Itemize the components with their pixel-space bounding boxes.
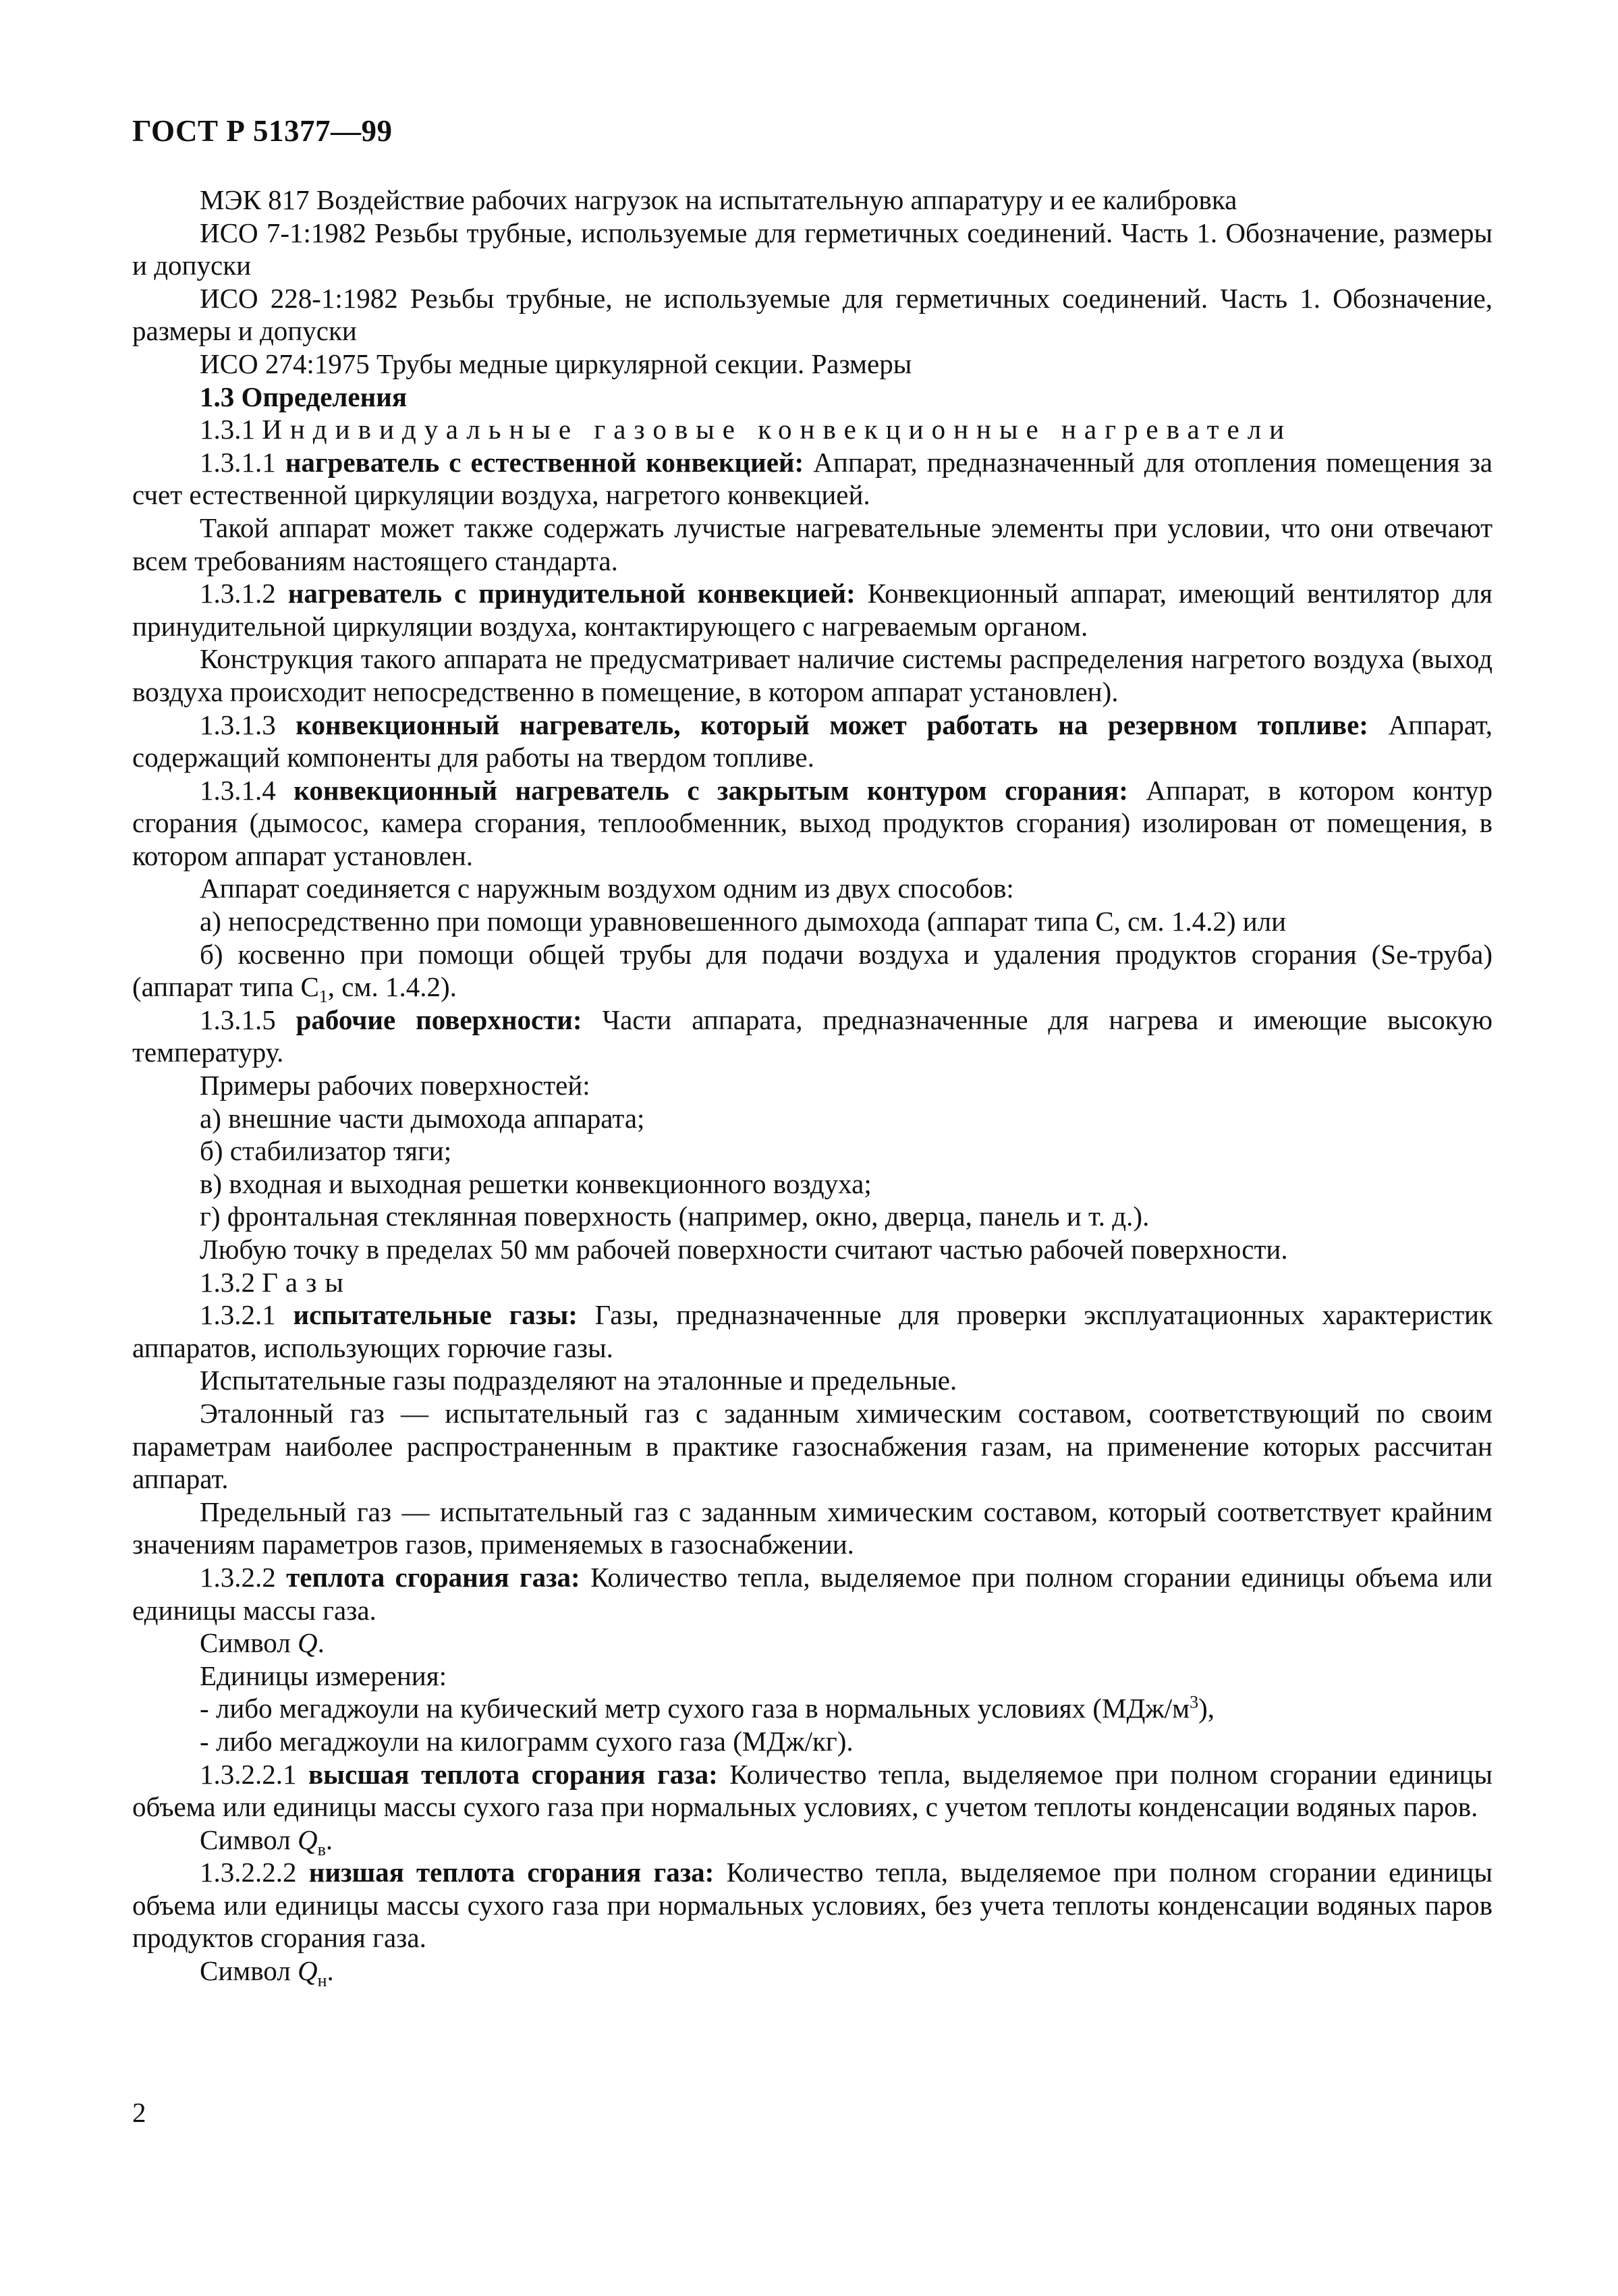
document-header: ГОСТ Р 51377—99 (132, 114, 393, 148)
definition-note: Конструкция такого аппарата не предусматривает наличие системы распределения нагретого воздуха (выход воздуха происходит непосредственно в помещение, в котором аппарат установлен). (132, 643, 1493, 707)
symbol-line: Символ $Q_в$. (200, 1824, 333, 1859)
paragraph: Предельный газ — испытательный газ с заданным химическим составом, который соответствует крайним значениям параметров газов, применяемых в газоснабжении. (132, 1496, 1493, 1560)
list-item: а) внешние части дымохода аппарата; (200, 1102, 645, 1134)
list-item: а) непосредственно при помощи уравновешенного дымохода (аппарат типа С, см. 1.4.2) или (200, 906, 1287, 937)
reference-item: ИСО 274:1975 Трубы медные циркулярной секции. Размеры (200, 348, 912, 379)
definition-note: Любую точку в пределах 50 мм рабочей поверхности считают частью рабочей поверхности. (200, 1234, 1288, 1265)
definition: 1.3.1.1 нагреватель с естественной конвекцией: Аппарат, предназначенный для отопления помещения за счет естественной циркуляции воздуха, нагретого конвекцией. (132, 446, 1493, 511)
definition: 1.3.2.2.1 высшая теплота сгорания газа: Количество тепла, выделяемое при полном сгорании единицы объема или единицы массы сухого газа при нормальных условиях, с учетом теплоты конденсации водяных паров. (132, 1758, 1493, 1823)
definition: 1.3.1.5 рабочие поверхности: Части аппарата, предназначенные для нагрева и имеющие высокую температуру. (132, 1004, 1493, 1068)
section-heading: 1.3 Определения (200, 381, 408, 412)
units-title: Единицы измерения: (200, 1660, 447, 1691)
definition: 1.3.2.2.2 низшая теплота сгорания газа: Количество тепла, выделяемое при полном сгорании единицы объема или единицы массы сухого газа при нормальных условиях, без учета теплоты конденсации водяных паров продуктов сгорания газа. (132, 1857, 1493, 1954)
symbol-line: Символ Q. (200, 1627, 325, 1659)
paragraph: Эталонный газ — испытательный газ с заданным химическим составом, соответствующий по своим параметрам наиболее распространенным в практике газоснабжения газам, на применение которых рассчитан аппарат. (132, 1397, 1493, 1495)
reference-item: ИСО 7-1:1982 Резьбы трубные, используемые для герметичных соединений. Часть 1. Обозначение, размеры и допуски (132, 217, 1493, 281)
examples-title: Примеры рабочих поверхностей: (200, 1070, 590, 1101)
list-item: б) стабилизатор тяги; (200, 1135, 452, 1167)
reference-item: МЭК 817 Воздействие рабочих нагрузок на испытательную аппаратуру и ее калибровка (200, 184, 1237, 215)
definition-note: Такой аппарат может также содержать лучистые нагревательные элементы при условии, что они отвечают всем требованиям настоящего стандарта. (132, 512, 1493, 576)
document-body (132, 184, 1493, 1991)
definition: 1.3.2.2 теплота сгорания газа: Количество тепла, выделяемое при полном сгорании единицы объема или единицы массы газа. (132, 1561, 1493, 1626)
list-item: г) фронтальная стеклянная поверхность (например, окно, дверца, панель и т. д.). (200, 1201, 1150, 1232)
definition: 1.3.2.1 испытательные газы: Газы, предназначенные для проверки эксплуатационных характеристик аппаратов, использующих горючие газы. (132, 1299, 1493, 1363)
symbol-line: Символ $Q_н$. (200, 1955, 334, 1991)
paragraph: Испытательные газы подразделяют на эталонные и предельные. (200, 1365, 957, 1396)
definition: 1.3.1.2 нагреватель с принудительной конвекцией: Конвекционный аппарат, имеющий вентилятор для принудительной циркуляции воздуха, контактирующего с нагреваемым органом. (132, 578, 1493, 642)
reference-item: ИСО 228-1:1982 Резьбы трубные, не используемые для герметичных соединений. Часть 1. Обозначение, размеры и допуски (132, 282, 1493, 347)
list-item: б) косвенно при помощи общей трубы для подачи воздуха и удаления продуктов сгорания (Se-труба) (аппарат типа $С_1$, см. 1.4.2). (132, 938, 1493, 1007)
definition-note: Аппарат соединяется с наружным воздухом одним из двух способов: (200, 873, 1014, 904)
subsection-heading: 1.3.1 Индивидуальные газовые конвекционные нагреватели (200, 414, 1293, 445)
subsection-heading: 1.3.2 Газы (200, 1266, 352, 1298)
list-item: - либо мегаджоули на килограмм сухого газа (МДж/кг). (200, 1725, 854, 1757)
list-item: в) входная и выходная решетки конвекционного воздуха; (200, 1168, 872, 1199)
definition: 1.3.1.3 конвекционный нагреватель, который может работать на резервном топливе: Аппарат, содержащий компоненты для работы на твердом топливе. (132, 709, 1493, 773)
definition: 1.3.1.4 конвекционный нагреватель с закрытым контуром сгорания: Аппарат, в котором контур сгорания (дымосос, камера сгорания, теплообменник, выход продуктов сгорания) изолирован от помещения, в котором аппарат установлен. (132, 774, 1493, 871)
list-item: - либо мегаджоули на кубический метр сухого газа в нормальных условиях $(МДж/м^3)$, (200, 1692, 1215, 1724)
page-number: 2 (132, 2097, 146, 2128)
